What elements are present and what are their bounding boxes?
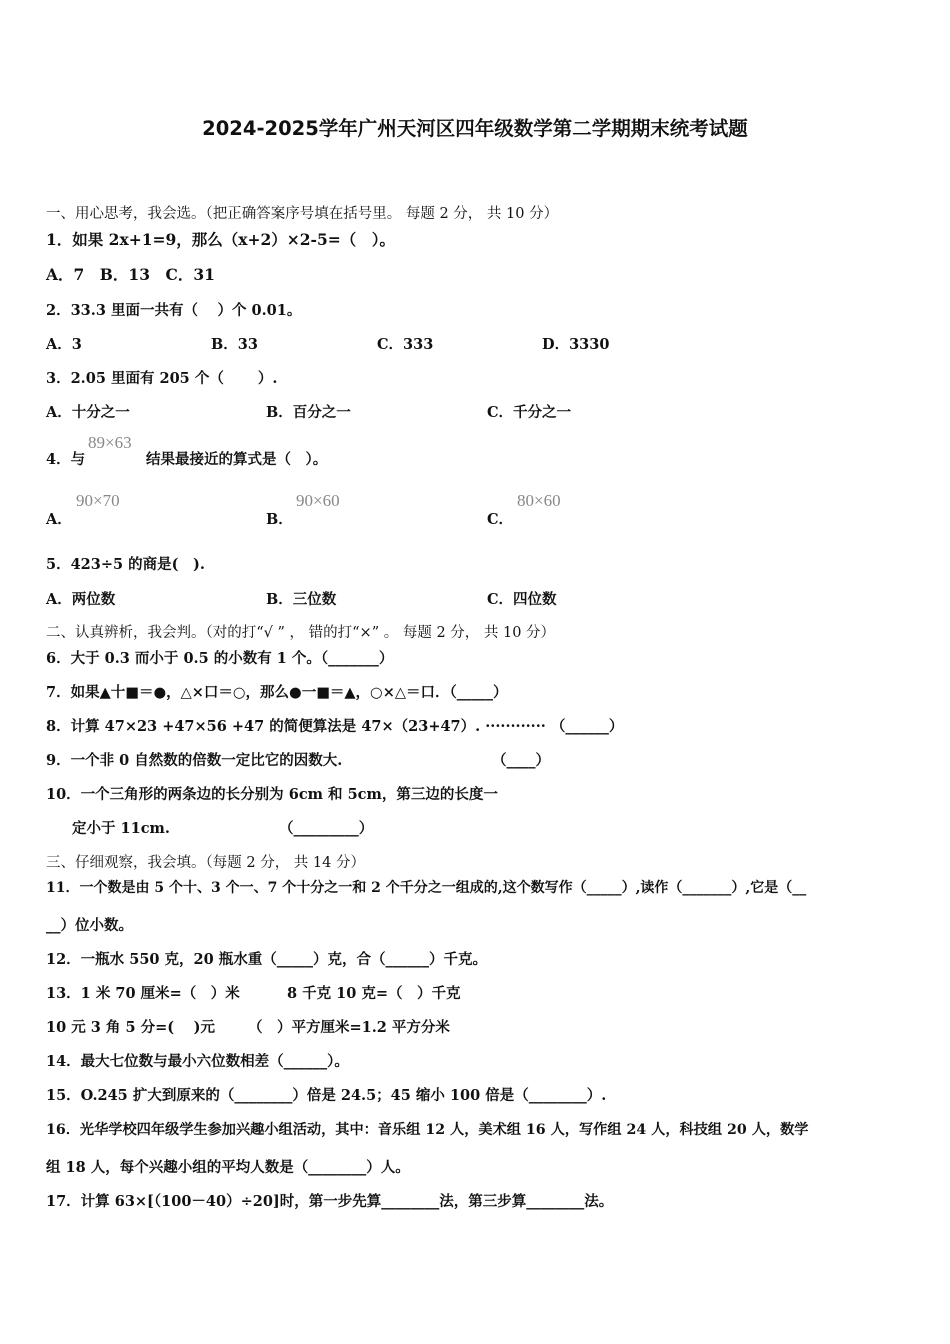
- question-5-option-c: C．四位数: [487, 591, 557, 608]
- section-3-heading: 三、仔细观察，我会填。（每题 2 分， 共 14 分）: [46, 855, 365, 871]
- question-5-option-a: A．两位数: [46, 591, 116, 608]
- question-3-stem: 3．2.05 里面有 205 个（ ）.: [46, 370, 278, 387]
- question-11-line2: __）位小数。: [46, 917, 133, 934]
- question-4-expression: 89×63: [88, 433, 132, 452]
- question-17: 17．计算 63×[（100－40）÷20]时，第一步先算________法，第三步算________法。: [46, 1193, 614, 1210]
- question-13-part-c: 10 元 3 角 5 分=( )元: [46, 1019, 216, 1036]
- question-16-line2: 组 18 人，每个兴趣小组的平均人数是（________）人。: [46, 1159, 410, 1176]
- question-5-stem: 5．423÷5 的商是( ).: [46, 556, 205, 573]
- question-11-line1: 11．一个数是由 5 个十、3 个一、7 个十分之一和 2 个千分之一组成的,这个数写作（_____）,读作（_______）,它是（__: [46, 880, 807, 896]
- question-9-blank: （____）: [492, 752, 550, 769]
- question-14: 14．最大七位数与最小六位数相差（______）。: [46, 1053, 349, 1070]
- question-2-option-c: C．333: [377, 336, 434, 353]
- question-2-option-d: D．3330: [542, 336, 610, 353]
- question-9-text: 9．一个非 0 自然数的倍数一定比它的因数大.: [46, 752, 343, 769]
- question-13-part-b: 8 千克 10 克=（ ）千克: [287, 985, 461, 1002]
- question-4-option-b-label: B．: [266, 511, 293, 528]
- question-1-stem: 1．如果 2x+1=9，那么（x+2）×2-5=（ ）。: [46, 230, 395, 249]
- question-4-option-b-expression: 90×60: [296, 491, 340, 510]
- question-3-option-a: A．十分之一: [46, 404, 130, 421]
- question-5-option-b: B．三位数: [266, 591, 337, 608]
- section-2-heading: 二、认真辨析，我会判。（对的打“√ ” ， 错的打“×” 。 每题 2 分， 共 10 分）: [46, 625, 556, 641]
- page-title: 2024-2025学年广州天河区四年级数学第二学期期末统考试题: [202, 117, 748, 140]
- question-4-suffix: 结果最接近的算式是（ ）。: [146, 451, 328, 468]
- question-2-option-b: B．33: [211, 336, 258, 353]
- question-10-line1: 10．一个三角形的两条边的长分别为 6cm 和 5cm，第三边的长度一: [46, 786, 498, 803]
- section-1-heading: 一、用心思考，我会选。（把正确答案序号填在括号里。 每题 2 分， 共 10 分）: [46, 206, 559, 222]
- question-4-option-c-expression: 80×60: [517, 491, 561, 510]
- question-2-option-a: A．3: [46, 336, 82, 353]
- question-3-option-b: B．百分之一: [266, 404, 351, 421]
- question-13-part-a: 13．1 米 70 厘米=（ ）米: [46, 985, 240, 1002]
- question-13-part-d: （ ）平方厘米=1.2 平方分米: [248, 1019, 450, 1036]
- question-1-options: A．7 B．13 C．31: [46, 265, 215, 284]
- question-4-option-c-label: C．: [487, 511, 514, 528]
- question-16-line1: 16．光华学校四年级学生参加兴趣小组活动，其中：音乐组 12 人，美术组 16 人，写作组 24 人，科技组 20 人，数学: [46, 1122, 809, 1138]
- question-10-line2: 定小于 11cm.: [72, 820, 170, 837]
- question-3-option-c: C．千分之一: [487, 404, 572, 421]
- question-12: 12．一瓶水 550 克，20 瓶水重（_____）克，合（______）千克。: [46, 951, 488, 968]
- question-4-option-a-expression: 90×70: [76, 491, 120, 510]
- question-4-prefix: 4．与: [46, 451, 86, 468]
- question-15: 15．O.245 扩大到原来的（________）倍是 24.5；45 缩小 100 倍是（________）.: [46, 1087, 607, 1104]
- question-8: 8．计算 47×23 +47×56 +47 的简便算法是 47×（23+47）. ············ （______）: [46, 718, 624, 735]
- question-2-stem: 2．33.3 里面一共有（ ）个 0.01。: [46, 302, 302, 319]
- question-10-blank: （_________）: [279, 820, 374, 837]
- question-6: 6．大于 0.3 而小于 0.5 的小数有 1 个。（_______）: [46, 650, 394, 667]
- question-4-option-a-label: A．: [46, 511, 72, 528]
- question-7: 7．如果▲十■＝●，△×口＝○，那么●一■＝▲，○×△＝口．（_____）: [46, 684, 508, 701]
